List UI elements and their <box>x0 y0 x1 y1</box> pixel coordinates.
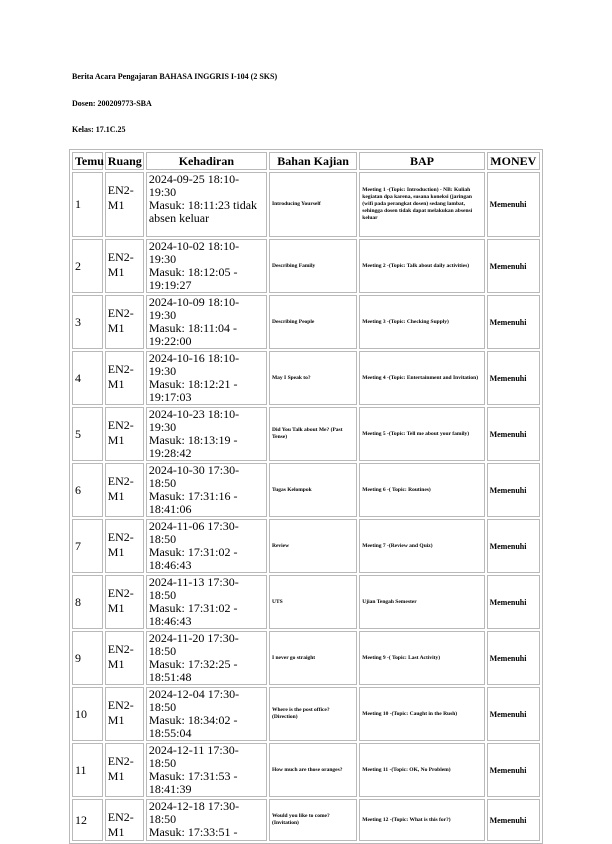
cell-room: EN2-M1 <box>105 687 144 741</box>
cell-meeting-number: 5 <box>72 407 103 461</box>
attendance-checkin: Masuk: 17:31:02 - 18:46:43 <box>148 601 238 628</box>
cell-monev: Memenuhi <box>487 799 540 841</box>
cell-room: EN2-M1 <box>105 631 144 685</box>
cell-attendance <box>146 799 267 841</box>
cell-bap: Meeting 5 -(Topic: Tell me about your family) <box>359 407 484 461</box>
cell-meeting-number: 8 <box>72 575 103 629</box>
cell-meeting-number: 6 <box>72 463 103 517</box>
attendance-schedule: 2024-10-16 18:10-19:30 <box>148 351 240 378</box>
cell-study-material: Tugas Kelompok <box>269 463 357 517</box>
lecturer-line: Dosen: 200209773-SBA <box>72 99 152 108</box>
cell-monev: Memenuhi <box>487 575 540 629</box>
cell-study-material: Review <box>269 519 357 573</box>
cell-meeting-number: 12 <box>72 799 103 841</box>
attendance-schedule: 2024-11-20 17:30-18:50 <box>148 631 239 658</box>
attendance-checkin: Masuk: 18:12:05 - 19:19:27 <box>148 265 238 292</box>
cell-monev: Memenuhi <box>487 351 540 405</box>
cell-attendance <box>146 687 267 741</box>
table-row <box>72 239 540 293</box>
cell-study-material: Introducing Yourself <box>269 172 357 237</box>
cell-attendance <box>146 172 267 237</box>
cell-bap: Meeting 2 -(Topic: Talk about daily activities) <box>359 239 484 293</box>
document-title: Berita Acara Pengajaran BAHASA INGGRIS I-104 (2 SKS) <box>72 72 278 81</box>
cell-study-material: Would you like to come?(Invitation) <box>269 799 357 841</box>
cell-bap: Meeting 10 -(Topic: Caught in the Rush) <box>359 687 484 741</box>
class-line: Kelas: 17.1C.25 <box>72 125 126 134</box>
cell-monev: Memenuhi <box>487 631 540 685</box>
cell-study-material: Describing Family <box>269 239 357 293</box>
cell-meeting-number: 4 <box>72 351 103 405</box>
attendance-schedule: 2024-11-06 17:30-18:50 <box>148 519 239 546</box>
cell-room: EN2-M1 <box>105 351 144 405</box>
attendance-schedule: 2024-12-11 17:30-18:50 <box>148 743 239 770</box>
cell-attendance <box>146 743 267 797</box>
attendance-table <box>69 149 543 844</box>
col-header-monev: MONEV <box>487 152 540 170</box>
table-row <box>72 631 540 685</box>
col-header-temu: Temu <box>72 152 103 170</box>
cell-study-material: Describing People <box>269 295 357 349</box>
attendance-schedule: 2024-11-13 17:30-18:50 <box>148 575 239 602</box>
cell-room: EN2-M1 <box>105 239 144 293</box>
cell-meeting-number: 1 <box>72 172 103 237</box>
attendance-checkin: Masuk: 18:11:23 tidak absen keluar <box>148 198 258 225</box>
cell-meeting-number: 7 <box>72 519 103 573</box>
cell-room: EN2-M1 <box>105 575 144 629</box>
cell-monev: Memenuhi <box>487 463 540 517</box>
attendance-checkin: Masuk: 18:12:21 - 19:17:03 <box>148 377 238 404</box>
cell-study-material: Where is the post office? (Direction) <box>269 687 357 741</box>
cell-meeting-number: 9 <box>72 631 103 685</box>
attendance-schedule: 2024-10-02 18:10-19:30 <box>148 239 240 266</box>
cell-monev: Memenuhi <box>487 295 540 349</box>
cell-attendance <box>146 351 267 405</box>
table-header-row <box>72 152 540 170</box>
cell-bap: Meeting 12 -(Topic: What is this for?) <box>359 799 484 841</box>
cell-attendance <box>146 295 267 349</box>
cell-attendance <box>146 407 267 461</box>
cell-bap: Meeting 1 -(Topic: Introduction) - NB: Kuliah kegiatan dpa karena, susana koneksi (jaringan (wifi pada perangkat dosen) sedang lambat, sehingga dosen tidak dapat melakukan absensi keluar <box>359 172 484 237</box>
cell-meeting-number: 10 <box>72 687 103 741</box>
cell-study-material: UTS <box>269 575 357 629</box>
cell-monev: Memenuhi <box>487 172 540 237</box>
cell-study-material: May I Speak to? <box>269 351 357 405</box>
cell-bap: Meeting 3 -(Topic: Checking Supply) <box>359 295 484 349</box>
attendance-checkin: Masuk: 18:11:04 - 19:22:00 <box>148 321 238 348</box>
attendance-schedule: 2024-09-25 18:10-19:30 <box>148 172 240 199</box>
table-row <box>72 743 540 797</box>
cell-study-material: How much are those oranges? <box>269 743 357 797</box>
cell-monev: Memenuhi <box>487 743 540 797</box>
table-row <box>72 295 540 349</box>
attendance-checkin: Masuk: 17:33:51 - <box>148 825 238 839</box>
cell-attendance <box>146 575 267 629</box>
cell-attendance <box>146 631 267 685</box>
cell-monev: Memenuhi <box>487 687 540 741</box>
attendance-checkin: Masuk: 18:13:19 - 19:28:42 <box>148 433 238 460</box>
table-row <box>72 463 540 517</box>
cell-bap: Meeting 4 -(Topic: Entertainment and Invitation) <box>359 351 484 405</box>
attendance-checkin: Masuk: 17:31:16 - 18:41:06 <box>148 489 238 516</box>
attendance-checkin: Masuk: 17:32:25 - 18:51:48 <box>148 657 238 684</box>
attendance-schedule: 2024-10-23 18:10-19:30 <box>148 407 240 434</box>
attendance-checkin: Masuk: 17:31:02 - 18:46:43 <box>148 545 238 572</box>
cell-study-material: Did You Talk about Me? (Past Tense) <box>269 407 357 461</box>
table-row <box>72 407 540 461</box>
cell-study-material: I never go straight <box>269 631 357 685</box>
cell-monev: Memenuhi <box>487 239 540 293</box>
attendance-schedule: 2024-10-30 17:30-18:50 <box>148 463 240 490</box>
cell-bap: Ujian Tengah Semester <box>359 575 484 629</box>
cell-room: EN2-M1 <box>105 407 144 461</box>
col-header-bap: BAP <box>359 152 484 170</box>
cell-attendance <box>146 239 267 293</box>
cell-meeting-number: 2 <box>72 239 103 293</box>
col-header-bahan-kajian: Bahan Kajian <box>269 152 357 170</box>
table-row <box>72 351 540 405</box>
cell-monev: Memenuhi <box>487 519 540 573</box>
table-row <box>72 687 540 741</box>
attendance-schedule: 2024-12-04 17:30-18:50 <box>148 687 240 714</box>
cell-room: EN2-M1 <box>105 519 144 573</box>
table-row <box>72 519 540 573</box>
attendance-schedule: 2024-12-18 17:30-18:50 <box>148 799 240 826</box>
cell-attendance <box>146 463 267 517</box>
attendance-schedule: 2024-10-09 18:10-19:30 <box>148 295 240 322</box>
cell-room: EN2-M1 <box>105 463 144 517</box>
cell-room: EN2-M1 <box>105 743 144 797</box>
cell-monev: Memenuhi <box>487 407 540 461</box>
cell-room: EN2-M1 <box>105 799 144 841</box>
col-header-kehadiran: Kehadiran <box>146 152 267 170</box>
cell-bap: Meeting 11 -(Topic: OK, No Problem) <box>359 743 484 797</box>
table-row <box>72 575 540 629</box>
cell-attendance <box>146 519 267 573</box>
col-header-ruang: Ruang <box>105 152 144 170</box>
cell-meeting-number: 3 <box>72 295 103 349</box>
cell-bap: Meeting 9 -( Topic: Last Activity) <box>359 631 484 685</box>
attendance-checkin: Masuk: 17:31:53 - 18:41:39 <box>148 769 238 796</box>
cell-bap: Meeting 6 -( Topic: Routines) <box>359 463 484 517</box>
table-row <box>72 172 540 237</box>
cell-room: EN2-M1 <box>105 295 144 349</box>
attendance-checkin: Masuk: 18:34:02 - 18:55:04 <box>148 713 238 740</box>
cell-room: EN2-M1 <box>105 172 144 237</box>
cell-meeting-number: 11 <box>72 743 103 797</box>
table-row <box>72 799 540 841</box>
cell-bap: Meeting 7 -(Review and Quiz) <box>359 519 484 573</box>
